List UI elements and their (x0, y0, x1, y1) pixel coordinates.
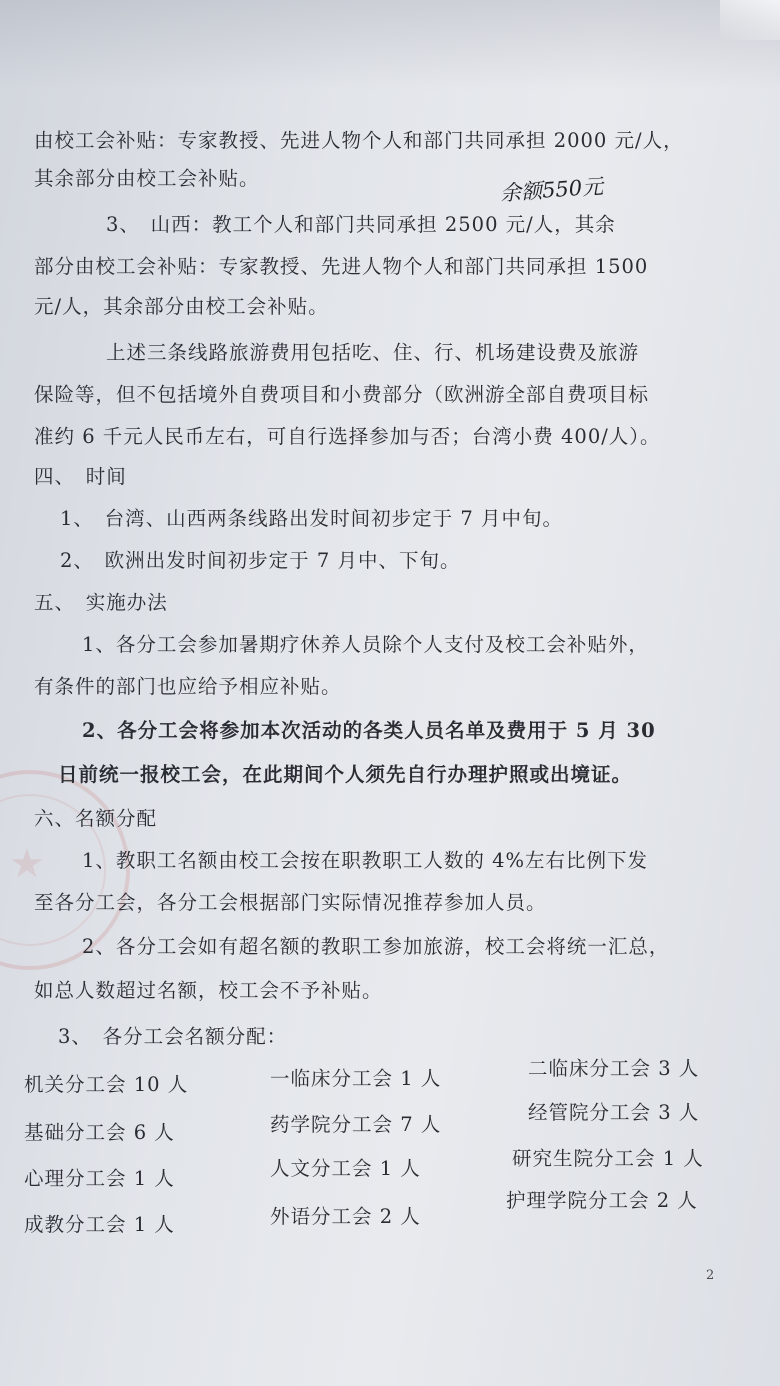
page-number: 2 (706, 1268, 715, 1283)
paragraph-line: 1、 台湾、山西两条线路出发时间初步定于 7 月中旬。 (60, 507, 563, 530)
section-heading: 六、名额分配 (34, 807, 158, 830)
quota-item: 二临床分工会 3 人 (528, 1057, 700, 1080)
paragraph-line-bold: 日前统一报校工会，在此期间个人须先自行办理护照或出境证。 (58, 763, 633, 786)
paragraph-line: 元/人，其余部分由校工会补贴。 (34, 295, 329, 318)
paragraph-line: 3、 各分工会名额分配： (58, 1025, 288, 1048)
paragraph-line: 2、 欧洲出发时间初步定于 7 月中、下旬。 (60, 549, 461, 572)
section-heading: 五、 实施办法 (34, 591, 168, 614)
paragraph-line: 部分由校工会补贴：专家教授、先进人物个人和部门共同承担 1500 (34, 255, 649, 278)
quota-item: 经管院分工会 3 人 (528, 1101, 700, 1124)
paragraph-line: 由校工会补贴：专家教授、先进人物个人和部门共同承担 2000 元/人， (34, 129, 684, 152)
quota-item: 一临床分工会 1 人 (270, 1067, 442, 1090)
handwritten-note: 余额550元 (499, 174, 604, 206)
page-corner (720, 0, 780, 40)
paragraph-line: 2、各分工会如有超名额的教职工参加旅游，校工会将统一汇总， (82, 935, 670, 958)
paragraph-line: 保险等，但不包括境外自费项目和小费部分（欧洲游全部自费项目标 (34, 383, 650, 406)
paragraph-line: 准约 6 千元人民币左右，可自行选择参加与否；台湾小费 400/人）。 (34, 425, 661, 448)
quota-item: 机关分工会 10 人 (24, 1073, 189, 1096)
quota-item: 外语分工会 2 人 (270, 1205, 421, 1228)
quota-item: 心理分工会 1 人 (24, 1167, 175, 1190)
top-shadow (0, 0, 780, 90)
quota-item: 基础分工会 6 人 (24, 1121, 175, 1144)
paragraph-line: 3、 山西：教工个人和部门共同承担 2500 元/人，其余 (106, 213, 616, 236)
quota-item: 成教分工会 1 人 (24, 1213, 175, 1236)
quota-item: 人文分工会 1 人 (270, 1157, 421, 1180)
paragraph-line: 1、各分工会参加暑期疗休养人员除个人支付及校工会补贴外， (82, 633, 649, 656)
quota-item: 护理学院分工会 2 人 (506, 1189, 698, 1212)
seal-star-icon: ★ (9, 841, 45, 887)
paragraph-line: 其余部分由校工会补贴。 (34, 167, 260, 190)
paragraph-line: 至各分工会，各分工会根据部门实际情况推荐参加人员。 (34, 891, 547, 914)
section-heading: 四、 时间 (34, 465, 127, 488)
quota-item: 药学院分工会 7 人 (270, 1113, 442, 1136)
paragraph-line: 1、教职工名额由校工会按在职教职工人数的 4%左右比例下发 (82, 849, 649, 872)
quota-item: 研究生院分工会 1 人 (512, 1147, 704, 1170)
paragraph-line-bold: 2、各分工会将参加本次活动的各类人员名单及费用于 5 月 30 (82, 719, 656, 742)
paragraph-line: 如总人数超过名额，校工会不予补贴。 (34, 979, 383, 1002)
paragraph-line: 上述三条线路旅游费用包括吃、住、行、机场建设费及旅游 (106, 341, 640, 364)
paragraph-line: 有条件的部门也应给予相应补贴。 (34, 675, 342, 698)
